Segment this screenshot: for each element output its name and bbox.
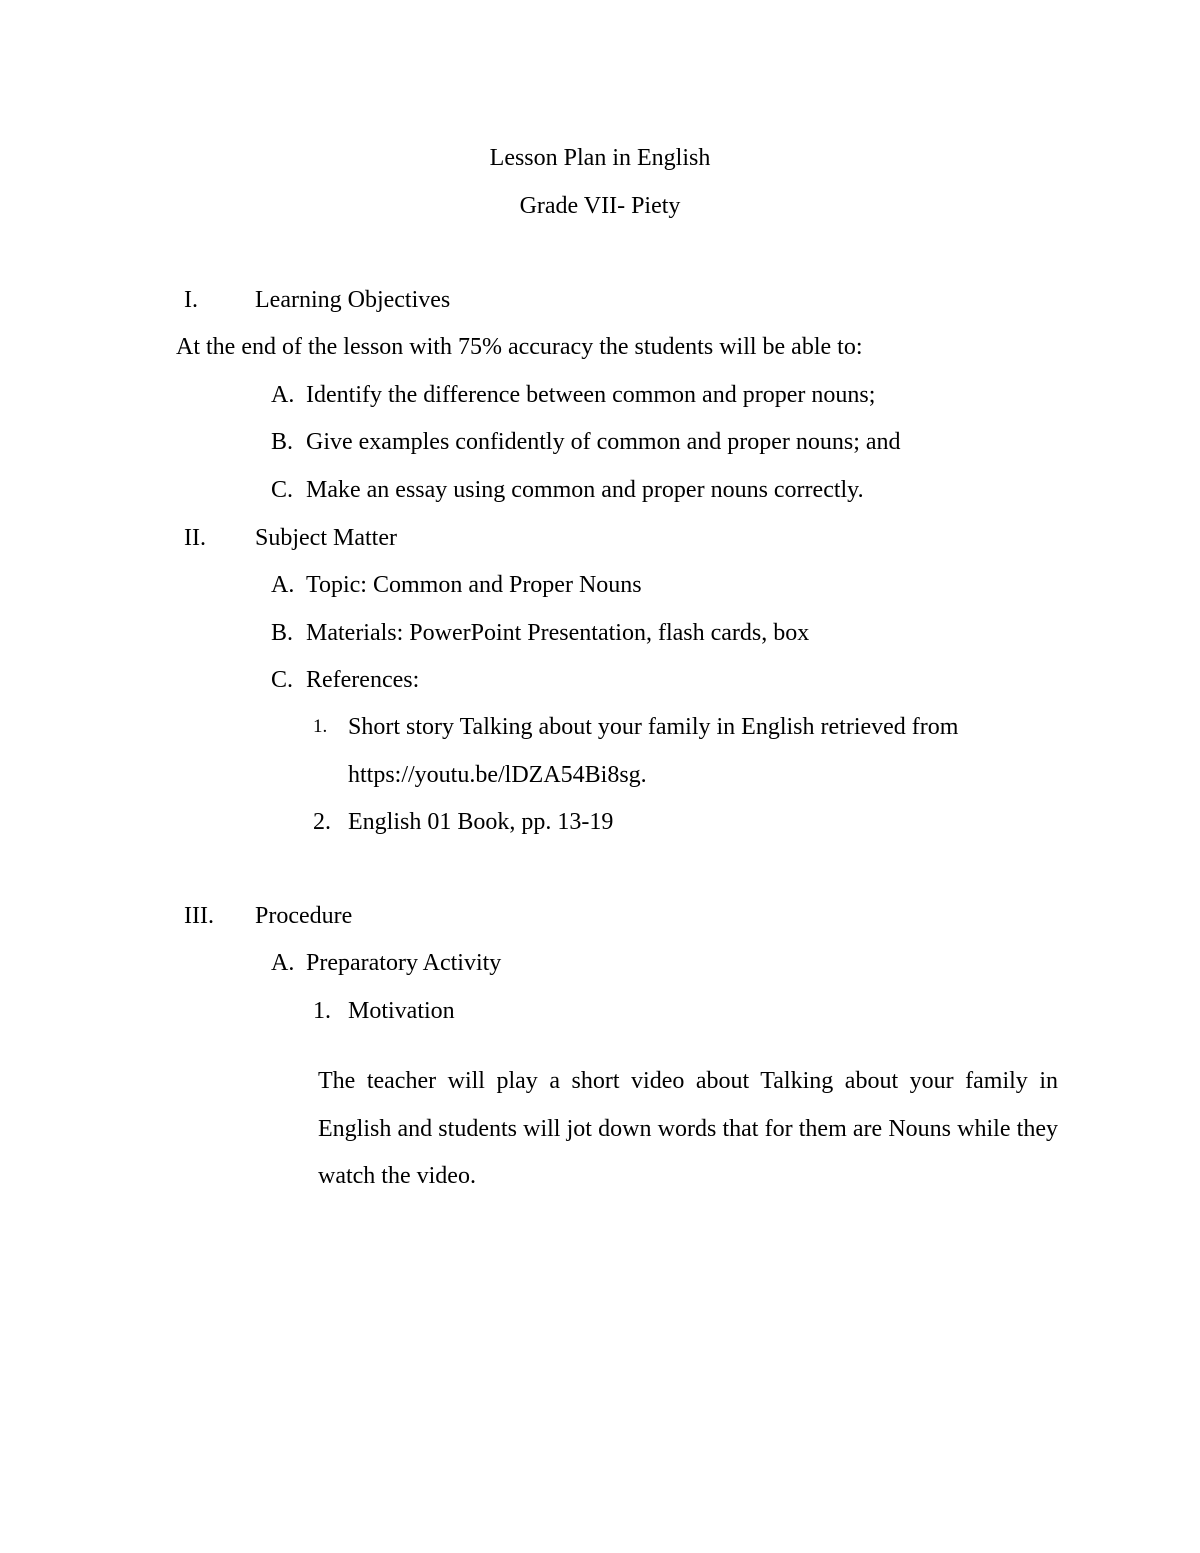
objective-item-b: Give examples confidently of common and proper nouns; and — [306, 429, 901, 455]
reference-link: https://youtu.be/lDZA54Bi8sg. — [348, 762, 647, 788]
motivation-paragraph: The teacher will play a short video about Talking about your family in English and students will jot down words that for them are Nouns while they watch the video. — [318, 1068, 1058, 1189]
document-title: Lesson Plan in English — [489, 145, 711, 171]
reference-item-1: Short story Talking about your family in English retrieved from — [348, 714, 959, 740]
objective-item-c: Make an essay using common and proper nouns correctly. — [306, 477, 864, 503]
section-numeral-2: II. — [184, 525, 206, 551]
section-title-objectives: Learning Objectives — [255, 287, 451, 313]
reference-marker-2: 2. — [313, 809, 331, 835]
section-numeral-3: III. — [184, 903, 214, 929]
procedure-step-marker-1: 1. — [313, 998, 331, 1024]
objective-marker-a: A. — [271, 382, 295, 408]
section-title-procedure: Procedure — [255, 903, 353, 929]
subject-item-topic: Topic: Common and Proper Nouns — [306, 572, 642, 598]
procedure-step-motivation: Motivation — [348, 998, 455, 1024]
objective-item-a: Identify the difference between common and proper nouns; — [306, 382, 876, 408]
grade-section: Grade VII- Piety — [519, 193, 681, 219]
objective-marker-b: B. — [271, 429, 294, 455]
reference-item-2: English 01 Book, pp. 13-19 — [348, 809, 614, 835]
subject-item-references: References: — [306, 667, 420, 693]
objectives-intro: At the end of the lesson with 75% accuracy the students will be able to: — [176, 334, 863, 360]
section-numeral-1: I. — [184, 287, 198, 313]
objective-marker-c: C. — [271, 477, 294, 503]
subject-marker-c: C. — [271, 667, 294, 693]
reference-marker-1: 1. — [313, 716, 328, 737]
section-title-subject-matter: Subject Matter — [255, 525, 397, 551]
procedure-item-preparatory: Preparatory Activity — [306, 950, 502, 976]
subject-item-materials: Materials: PowerPoint Presentation, flash cards, box — [306, 620, 810, 646]
procedure-marker-a: A. — [271, 950, 295, 976]
subject-marker-a: A. — [271, 572, 295, 598]
subject-marker-b: B. — [271, 620, 294, 646]
